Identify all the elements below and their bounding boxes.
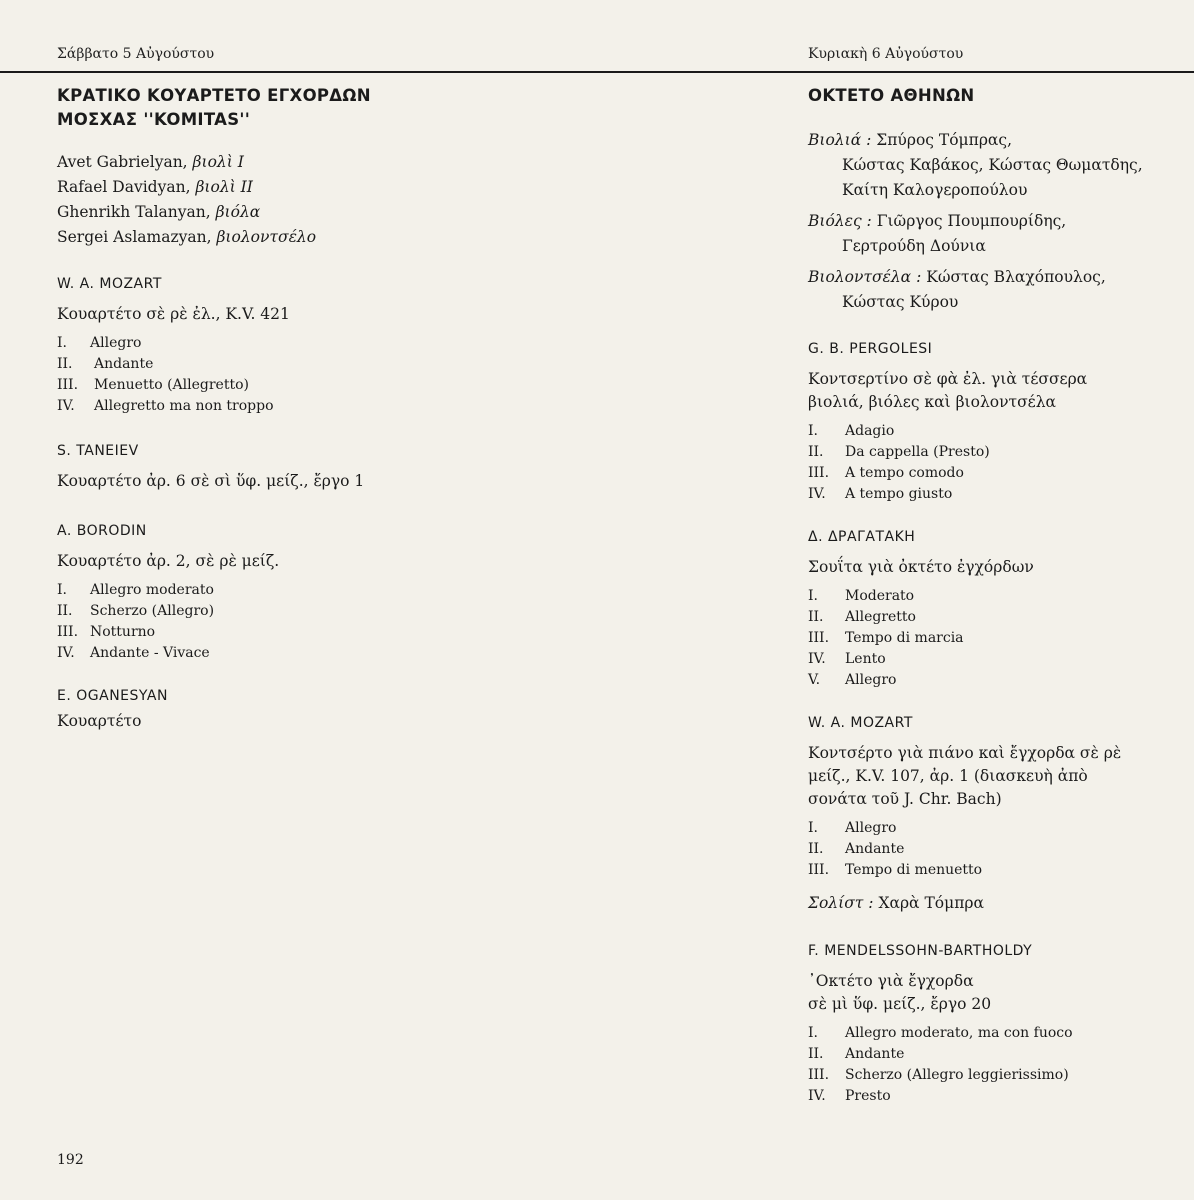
movement: [808, 442, 1178, 463]
movement: [808, 586, 1178, 607]
movement-number: III.: [808, 465, 830, 481]
musician-names: Γιῶργος Πουμπουρίδης,: [876, 212, 1067, 230]
roster-group: [808, 265, 1178, 315]
movement-number: IV.: [808, 1088, 826, 1104]
movement: [808, 1023, 1178, 1044]
movement-title: A tempo giusto: [845, 486, 953, 502]
performer-list: [57, 150, 437, 250]
work-title: Σουΐτα γιὰ ὀκτέτο ἐγχόρδων: [808, 558, 1034, 576]
roster-group: [808, 128, 1178, 203]
movement: [808, 1086, 1178, 1107]
performer: [57, 200, 437, 225]
right-column: [808, 84, 1178, 1107]
movement-number: II.: [808, 841, 824, 857]
movement-list: [808, 421, 1178, 505]
roster-line: [808, 209, 1178, 234]
movement-list: [57, 580, 437, 664]
instrument-label: Βιολοντσέλα :: [808, 268, 922, 286]
movement: [808, 463, 1178, 484]
musician-names: Σπύρος Τόμπρας,: [876, 131, 1013, 149]
work-title-line: σὲ μὶ ὕφ. μείζ., ἔργο 20: [808, 995, 992, 1013]
movement: [808, 818, 1178, 839]
work-title-line: βιολιά, βιόλες καὶ βιολοντσέλα: [808, 393, 1057, 411]
movement: [808, 1065, 1178, 1086]
movement-title: Allegro moderato: [90, 582, 214, 598]
movement-title: Andante: [845, 841, 905, 857]
movement: [808, 860, 1178, 881]
movement-title: Allegro: [90, 335, 142, 351]
musician-names: Κώστας Βλαχόπουλος,: [926, 268, 1106, 286]
program-item: [808, 527, 1178, 691]
movement-number: II.: [808, 609, 824, 625]
movement-number: II.: [808, 1046, 824, 1062]
movement-title: Andante - Vivace: [90, 645, 210, 661]
work-title: Κουαρτέτο σὲ ρὲ ἐλ., K.V. 421: [57, 305, 290, 323]
work-title: Κουαρτέτο ἀρ. 2, σὲ ρὲ μείζ.: [57, 552, 280, 570]
movement-title: Presto: [845, 1088, 891, 1104]
movement-number: I.: [808, 588, 818, 604]
ensemble-roster: [808, 128, 1178, 315]
movement: [57, 333, 437, 354]
movement-number: I.: [808, 1025, 818, 1041]
movement: [808, 484, 1178, 505]
movement-number: III.: [808, 630, 830, 646]
movement-list: [808, 818, 1178, 881]
instrument-label: Βιολιά :: [808, 131, 872, 149]
work-title-line: σονάτα τοῦ J. Chr. Bach): [808, 790, 1002, 808]
movement: [57, 396, 437, 417]
movement-number: IV.: [57, 398, 75, 414]
ensemble-title: [57, 84, 437, 132]
movement-title: Notturno: [90, 624, 156, 640]
work-title: [808, 970, 1178, 1016]
roster-line: Κώστας Κύρου: [842, 293, 959, 311]
movement: [808, 670, 1178, 691]
work-title: [808, 742, 1178, 811]
performer-role: βιολὶ I: [192, 153, 244, 171]
movement-number: IV.: [808, 486, 826, 502]
movement: [57, 601, 437, 622]
program-item: [57, 686, 437, 733]
movement-number: I.: [808, 423, 818, 439]
ensemble-title-line: ΚΡΑΤΙΚΟ ΚΟΥΑΡΤΕΤΟ ΕΓΧΟΡΔΩΝ: [57, 86, 371, 105]
composer-name: G. B. PERGOLESI: [808, 341, 933, 357]
movement-number: I.: [57, 582, 67, 598]
performer-name: Sergei Aslamazyan,: [57, 228, 217, 246]
movement-list: [57, 333, 437, 417]
movement-title: Allegretto: [845, 609, 916, 625]
roster-line: Γερτρούδη Δούνια: [842, 237, 986, 255]
roster-line: [808, 128, 1178, 153]
work-title: Κουαρτέτο ἀρ. 6 σὲ σὶ ὕφ. μείζ., ἔργο 1: [57, 472, 365, 490]
movement-title: Da cappella (Presto): [845, 444, 990, 460]
instrument-label: Βιόλες :: [808, 212, 872, 230]
composer-name: F. MENDELSSOHN-BARTHOLDY: [808, 943, 1033, 959]
performer-name: Avet Gabrielyan,: [57, 153, 193, 171]
soloist-line: [808, 891, 1178, 915]
left-column: [57, 84, 437, 733]
movement-list: [808, 1023, 1178, 1107]
movement-list: [808, 586, 1178, 691]
performer-role: βιολὶ II: [195, 178, 253, 196]
roster-line: [808, 265, 1178, 290]
soloist-name: Χαρὰ Τόμπρα: [878, 894, 984, 912]
header-rule: [0, 71, 1194, 73]
roster-group: [808, 209, 1178, 259]
movement-title: Scherzo (Allegro): [90, 603, 215, 619]
program-item: [808, 339, 1178, 505]
movement-number: III.: [57, 624, 79, 640]
roster-line: Κώστας Καβάκος, Κώστας Θωματδης,: [842, 156, 1143, 174]
performer: [57, 175, 437, 200]
program-item: [808, 941, 1178, 1107]
soloist-label: Σολίστ :: [808, 894, 874, 912]
movement: [808, 607, 1178, 628]
movement-number: V.: [808, 672, 821, 688]
movement: [808, 1044, 1178, 1065]
movement-title: Allegro: [845, 672, 897, 688]
composer-name: W. A. MOZART: [808, 715, 913, 731]
movement-title: Allegro: [845, 820, 897, 836]
movement-number: III.: [808, 1067, 830, 1083]
movement-title: A tempo comodo: [845, 465, 964, 481]
movement-title: Andante: [845, 1046, 905, 1062]
movement: [808, 628, 1178, 649]
movement: [57, 622, 437, 643]
movement-title: Allegretto ma non troppo: [94, 398, 274, 414]
show-through-shadow: [445, 92, 765, 512]
composer-name: A. BORODIN: [57, 523, 147, 539]
movement-number: II.: [57, 356, 73, 372]
movement-number: IV.: [57, 645, 75, 661]
movement-title: Tempo di menuetto: [845, 862, 983, 878]
work-title: Κουαρτέτο: [57, 712, 142, 730]
movement: [808, 649, 1178, 670]
movement-number: I.: [57, 335, 67, 351]
movement-title: Tempo di marcia: [845, 630, 964, 646]
performer-role: βιόλα: [215, 203, 261, 221]
performer-name: Rafael Davidyan,: [57, 178, 196, 196]
work-title: [808, 368, 1178, 414]
ensemble-title-line: ΜΟΣΧΑΣ ''KOMITAS'': [57, 110, 251, 129]
program-item: [57, 274, 437, 417]
page-number: 192: [57, 1152, 84, 1168]
movement-number: III.: [57, 377, 79, 393]
movement: [808, 421, 1178, 442]
work-title-line: ᾿Οκτέτο γιὰ ἔγχορδα: [808, 972, 974, 990]
movement: [57, 580, 437, 601]
movement-title: Moderato: [845, 588, 915, 604]
composer-name: W. A. MOZART: [57, 276, 162, 292]
movement-number: II.: [57, 603, 73, 619]
movement-number: I.: [808, 820, 818, 836]
roster-line: Καίτη Καλογεροπούλου: [842, 181, 1028, 199]
movement-title: Menuetto (Allegretto): [94, 377, 249, 393]
movement-title: Scherzo (Allegro leggierissimo): [845, 1067, 1069, 1083]
movement-number: III.: [808, 862, 830, 878]
program-item: [808, 713, 1178, 915]
movement-title: Adagio: [845, 423, 895, 439]
program-item: [57, 521, 437, 664]
composer-name: E. OGANESYAN: [57, 688, 168, 704]
composer-name: Δ. ΔΡΑΓΑΤΑΚΗ: [808, 529, 916, 545]
composer-name: S. TANEIEV: [57, 443, 139, 459]
movement: [808, 839, 1178, 860]
performer: [57, 225, 437, 250]
performer-role: βιολοντσέλο: [216, 228, 317, 246]
header-date-left: Σάββατο 5 Αὐγούστου: [57, 46, 215, 62]
work-title-line: μείζ., K.V. 107, ἀρ. 1 (διασκευὴ ἀπὸ: [808, 767, 1088, 785]
ensemble-title: ΟΚΤΕΤΟ ΑΘΗΝΩΝ: [808, 86, 975, 105]
movement-title: Andante: [94, 356, 154, 372]
work-title-line: Κοντσέρτο γιὰ πιάνο καὶ ἔγχορδα σὲ ρὲ: [808, 744, 1122, 762]
movement-title: Allegro moderato, ma con fuoco: [845, 1025, 1073, 1041]
movement: [57, 643, 437, 664]
movement: [57, 375, 437, 396]
header-date-right: Κυριακὴ 6 Αὐγούστου: [808, 46, 964, 62]
movement-number: II.: [808, 444, 824, 460]
movement: [57, 354, 437, 375]
work-title-line: Κοντσερτίνο σὲ φὰ ἐλ. γιὰ τέσσερα: [808, 370, 1088, 388]
performer-name: Ghenrikh Talanyan,: [57, 203, 216, 221]
movement-number: IV.: [808, 651, 826, 667]
program-item: [57, 441, 437, 493]
movement-title: Lento: [845, 651, 886, 667]
performer: [57, 150, 437, 175]
